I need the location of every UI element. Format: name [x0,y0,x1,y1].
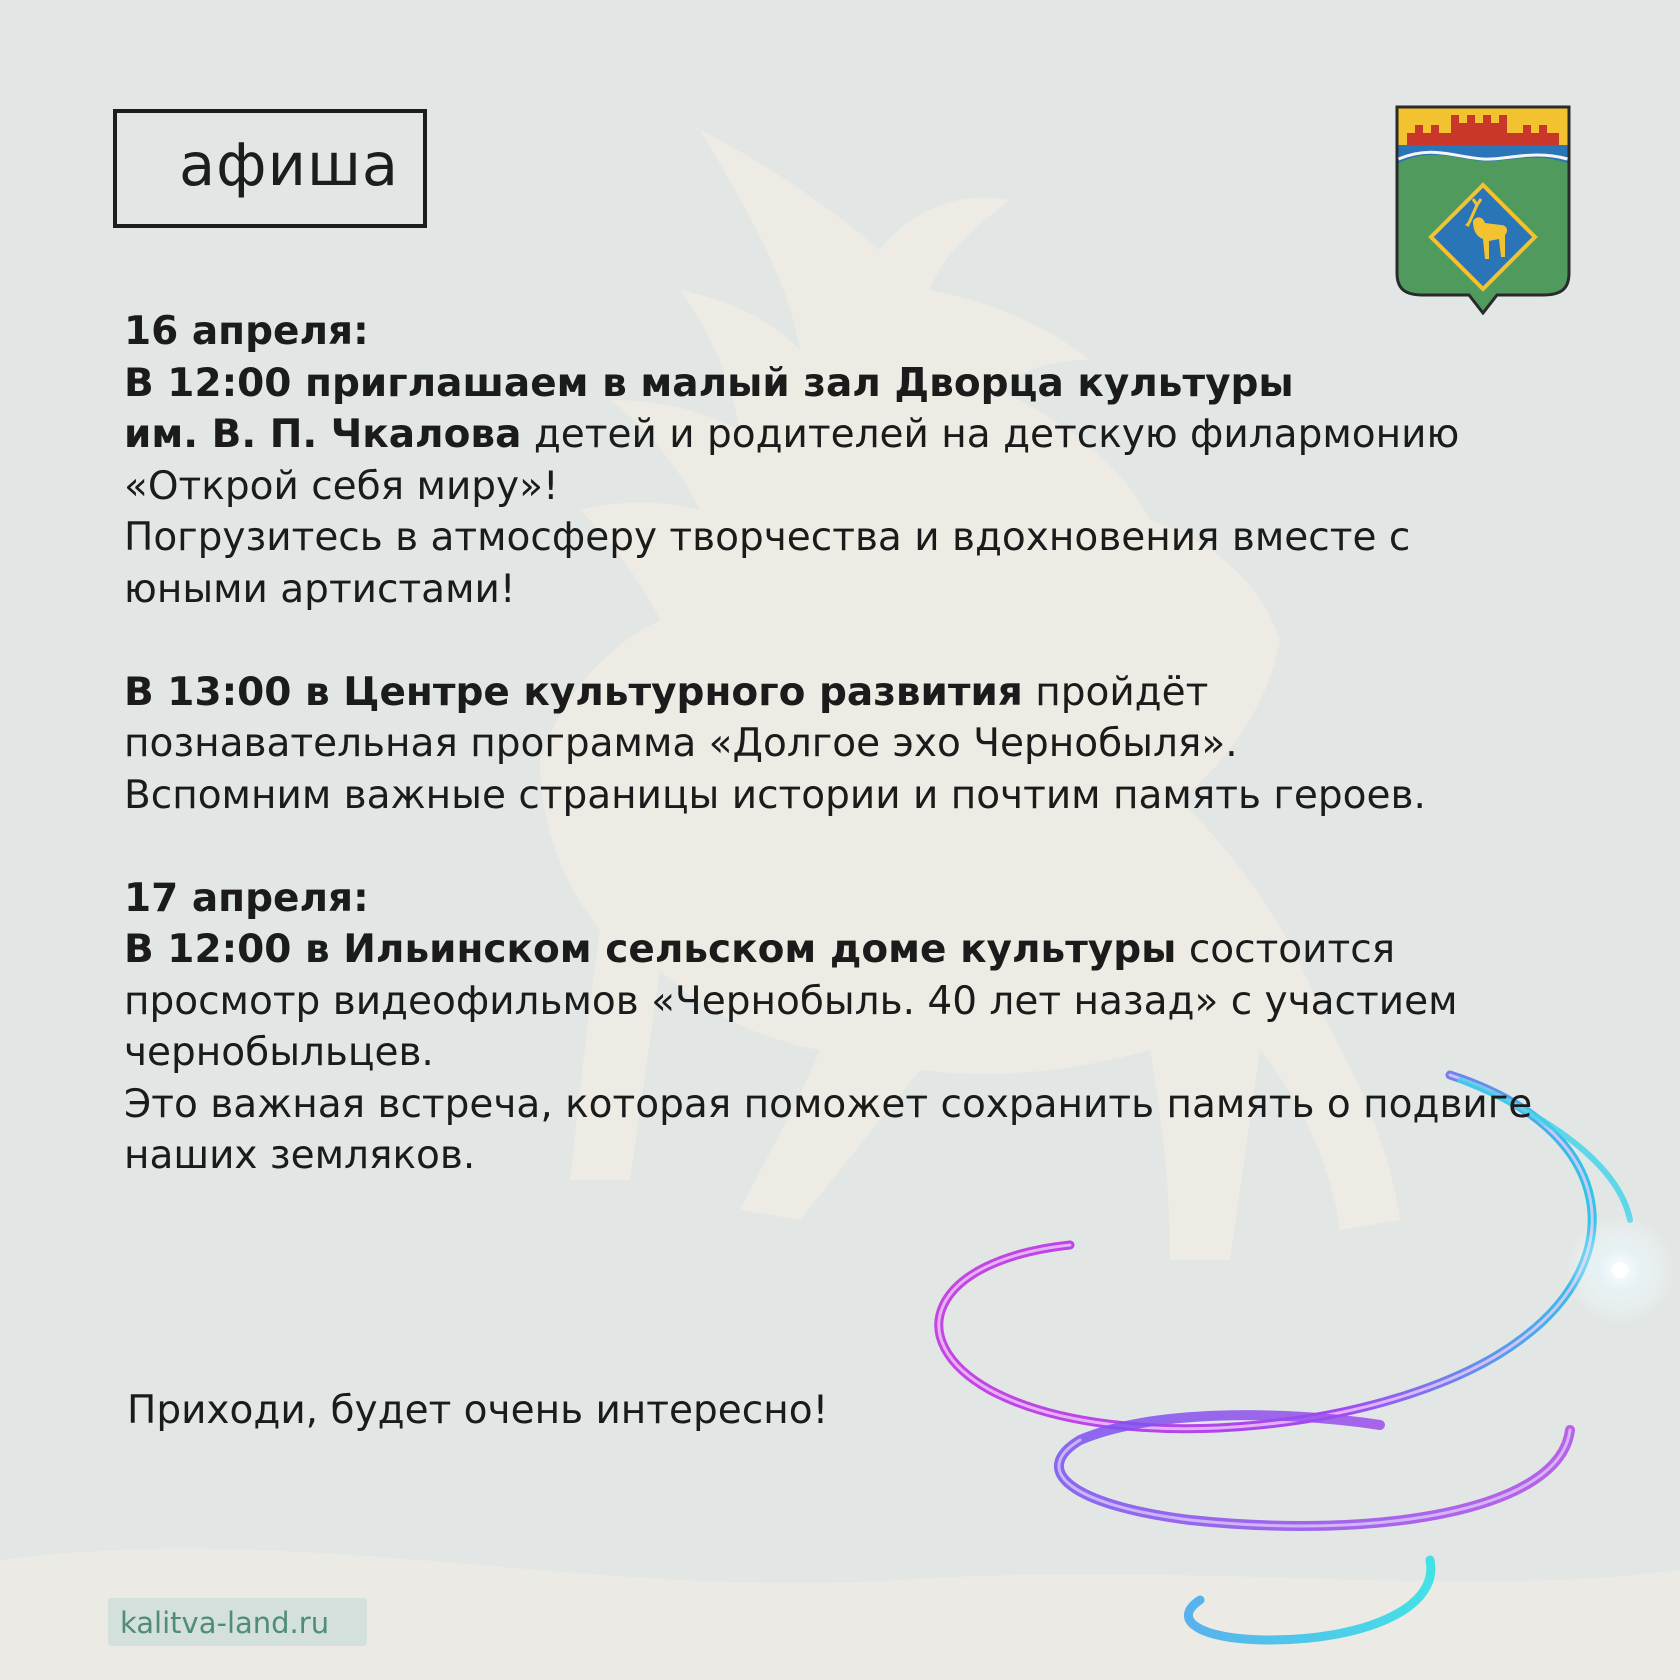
day1-event1-name: «Открой себя миру»! [124,463,559,509]
day1-event1-desc: Погрузитесь в атмосферу творчества и вдохновения вместе с [124,515,1411,560]
day1-event2-line3: Вспомним важные страницы истории и почтим память героев. [124,772,1426,818]
day2-event1-line5: наших земляков. [124,1133,476,1178]
day2-event1-line4: Это важная встреча, которая поможет сохранить память о подвиге [124,1081,1533,1127]
closing-text: Приходи, будет очень интересно! [127,1388,829,1433]
coat-of-arms-icon [1393,103,1573,315]
title-box [113,109,427,228]
day1-event1-desc2: юными артистами! [124,566,516,612]
event-listing [124,306,1634,1182]
site-badge[interactable] [108,1598,367,1646]
day1-event1-venue: им. В. П. Чкалова детей и родителей на детскую филармонию [124,412,1460,457]
day2-date: 17 апреля: [124,875,369,921]
site-link[interactable]: kalitva-land.ru [120,1606,330,1640]
day2-event1-lead: В 12:00 в Ильинском сельском доме культуры состоится [124,927,1396,972]
day2-event1-line2: просмотр видеофильмов «Чернобыль. 40 лет назад» с участием [124,978,1458,1024]
page-title: афиша [179,130,400,199]
day1-event1-lead: В 12:00 приглашаем в малый зал Дворца культуры [124,360,1294,406]
day1-event2-line2: познавательная программа «Долгое эхо Чернобыля». [124,721,1238,766]
day2-event1-line3: чернобыльцев. [124,1030,434,1075]
day1-date: 16 апреля: [124,309,369,354]
day1-event2-lead: В 13:00 в Центре культурного развития пройдёт [124,669,1209,715]
